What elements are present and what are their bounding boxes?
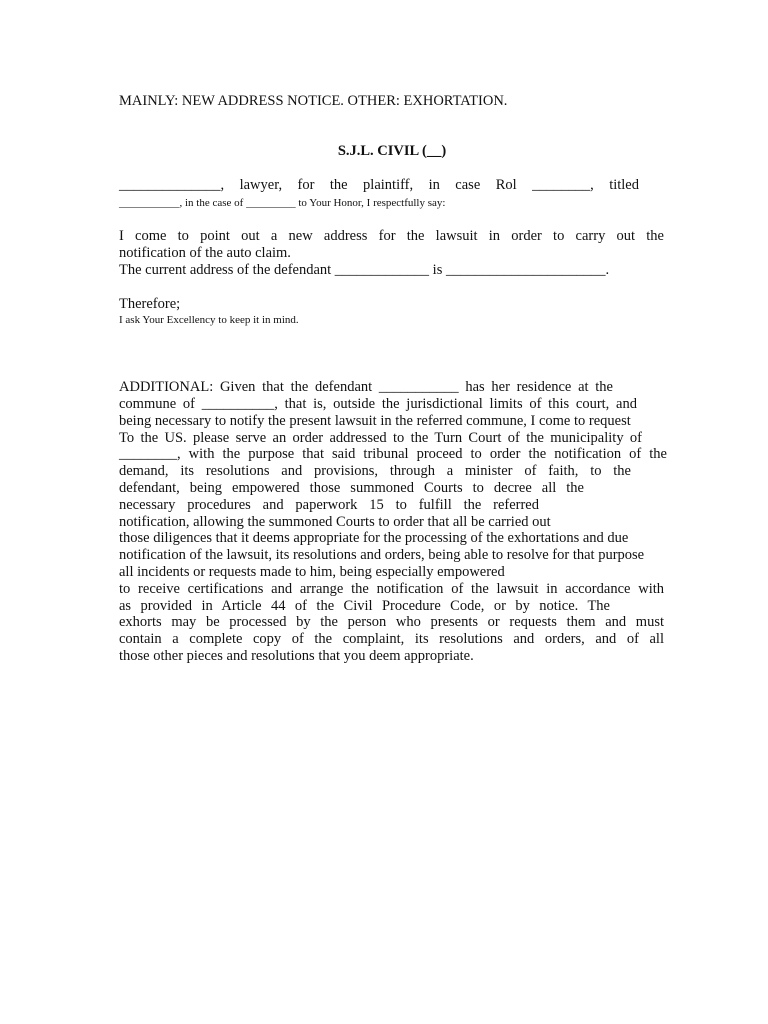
additional-line: those other pieces and resolutions that you deem appropriate.	[119, 648, 474, 664]
additional-line: commune of __________, that is, outside the jurisdictional limits of this court, and	[119, 396, 637, 412]
intro-line-2: ___________, in the case of _________ to Your Honor, I respectfully say:	[119, 197, 446, 209]
body-line-2: notification of the auto claim.	[119, 245, 291, 261]
additional-line: defendant, being empowered those summoned Courts to decree all the	[119, 480, 584, 496]
additional-line: all incidents or requests made to him, being especially empowered	[119, 564, 505, 580]
additional-line: contain a complete copy of the complaint, its resolutions and orders, and of all	[119, 631, 664, 647]
additional-line: To the US. please serve an order addressed to the Turn Court of the municipality of	[119, 430, 642, 446]
additional-line: ________, with the purpose that said tribunal proceed to order the notification of the	[119, 446, 667, 462]
document-title: S.J.L. CIVIL (__)	[337, 143, 447, 159]
additional-line: necessary procedures and paperwork 15 to fulfill the referred	[119, 497, 539, 513]
additional-line: exhorts may be processed by the person who presents or requests them and must	[119, 614, 664, 630]
body-line-3: The current address of the defendant _____________ is ______________________.	[119, 262, 610, 278]
additional-line: ADDITIONAL: Given that the defendant ___________ has her residence at the	[119, 379, 613, 395]
additional-line: to receive certifications and arrange the notification of the lawsuit in accordance with	[119, 581, 664, 597]
intro-line-1: ______________, lawyer, for the plaintiff, in case Rol ________, titled	[119, 177, 639, 193]
additional-line: notification, allowing the summoned Courts to order that all be carried out	[119, 514, 551, 530]
document-heading: MAINLY: NEW ADDRESS NOTICE. OTHER: EXHORTATION.	[119, 93, 508, 109]
additional-line: notification of the lawsuit, its resolutions and orders, being able to resolve for that purpose	[119, 547, 645, 563]
therefore-text: I ask Your Excellency to keep it in mind.	[119, 314, 299, 326]
therefore-label: Therefore;	[119, 296, 181, 312]
additional-line: those diligences that it deems appropriate for the processing of the exhortations and due	[119, 530, 629, 546]
additional-line: as provided in Article 44 of the Civil Procedure Code, or by notice. The	[119, 598, 610, 614]
additional-line: being necessary to notify the present lawsuit in the referred commune, I come to request	[119, 413, 631, 429]
body-line-1: I come to point out a new address for the lawsuit in order to carry out the	[119, 228, 664, 244]
additional-line: demand, its resolutions and provisions, through a minister of faith, to the	[119, 463, 631, 479]
